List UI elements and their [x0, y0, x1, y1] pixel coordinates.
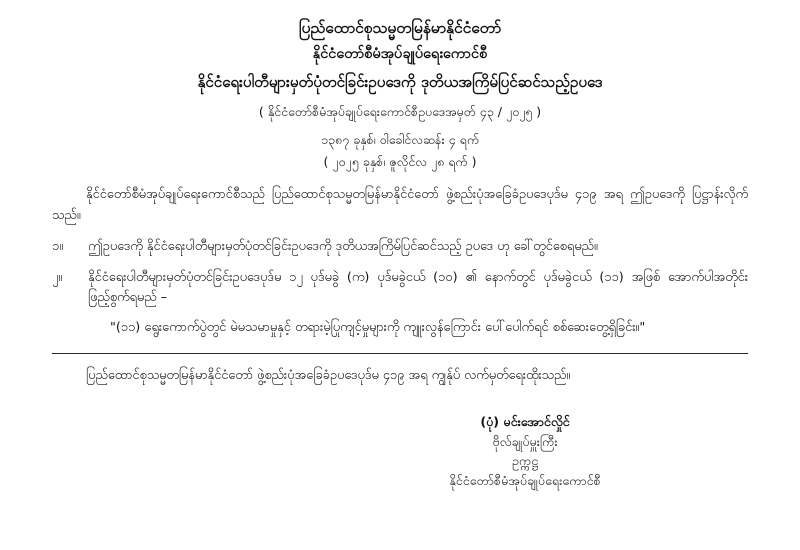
law-number: ( နိုင်ငံတော်စီမံအုပ်ချုပ်ရေးကောင်စီဥပဒေအမှတ် ၄၃ / ၂၀၂၅ ) — [258, 103, 542, 119]
horizontal-divider — [52, 353, 748, 354]
section-2 — [52, 268, 748, 309]
section-1-number: ၁။ — [52, 238, 64, 254]
closing-paragraph: ပြည်ထောင်စုသမ္မတမြန်မာနိုင်ငံတော် ဖွဲ့စည်းပုံအခြေခံဥပဒေပုဒ်မ ၄၁၉ အရ ကျွန်ုပ် လက်မှတ်ရေးထိုးသည်။ — [86, 367, 571, 383]
signature-block — [52, 412, 748, 490]
date-myanmar: ၁၃၈၇ ခုနှစ်၊ ဝါခေါင်လဆန်း ၄ ရက် — [320, 131, 480, 147]
document-body — [52, 185, 748, 338]
preamble-paragraph: နိုင်ငံတော်စီမံအုပ်ချုပ်ရေးကောင်စီသည် ပြည်ထောင်စုသမ္မတမြန်မာနိုင်ငံတော် ဖွဲ့စည်းပုံအခြေခံဥပဒေပုဒ်မ ၄၁၉ အရ ဤဥပဒေကို ပြဋ္ဌာန်းလိုက်သည်။ — [52, 187, 748, 224]
signature-organization: နိုင်ငံတော်စီမံအုပ်ချုပ်ရေးကောင်စီ — [449, 472, 601, 488]
section-1-text: ဤဥပဒေကို နိုင်ငံရေးပါတီများမှတ်ပုံတင်ခြင်းဥပဒေကို ဒုတိယအကြိမ်ပြင်ဆင်သည့် ဥပဒေ ဟု ခေါ်တွင်စေရမည်။ — [88, 238, 598, 254]
document-header-line-2: နိုင်ငံတော်စီမံအုပ်ချုပ်ရေးကောင်စီ — [312, 45, 488, 62]
section-1 — [52, 237, 748, 258]
signature-name: (ပုံ) မင်းအောင်လှိုင် — [480, 414, 570, 430]
document-title: နိုင်ငံရေးပါတီများမှတ်ပုံတင်ခြင်းဥပဒေကို ဒုတိယအကြိမ်ပြင်ဆင်သည့်ဥပဒေ — [197, 73, 603, 92]
document-header-line-1: ပြည်ထောင်စုသမ္မတမြန်မာနိုင်ငံတော် — [298, 19, 502, 37]
section-2-number: ၂။ — [52, 269, 63, 285]
date-gregorian: ( ၂၀၂၅ ခုနှစ်၊ ဇူလိုင်လ ၂၈ ရက် ) — [323, 154, 477, 170]
signature-rank: ဗိုလ်ချုပ်မှူးကြီး — [492, 433, 558, 449]
signature-title: ဥက္ကဋ္ဌ — [511, 453, 539, 469]
section-2-text: နိုင်ငံရေးပါတီများမှတ်ပုံတင်ခြင်းဥပဒေပုဒ်မ ၁၂ ပုဒ်မခွဲ (က) ပုဒ်မခွဲငယ် (၁၀) ၏ နောက်တွင် ပုဒ်မခွဲငယ် (၁၁) အဖြစ် အောက်ပါအတိုင်း ဖြည့်စွက်ရမည် – — [88, 269, 748, 306]
inserted-clause-quote: "(၁၁) ရွေးကောက်ပွဲတွင် မဲမသမာမှုနှင့် တရားမဲ့ပြုကျင့်မှုများကို ကျူးလွန်ကြောင်း ပေါ်ပေါက်ရင် စစ်ဆေးတွေ့ရှိခြင်း။" — [110, 319, 646, 335]
